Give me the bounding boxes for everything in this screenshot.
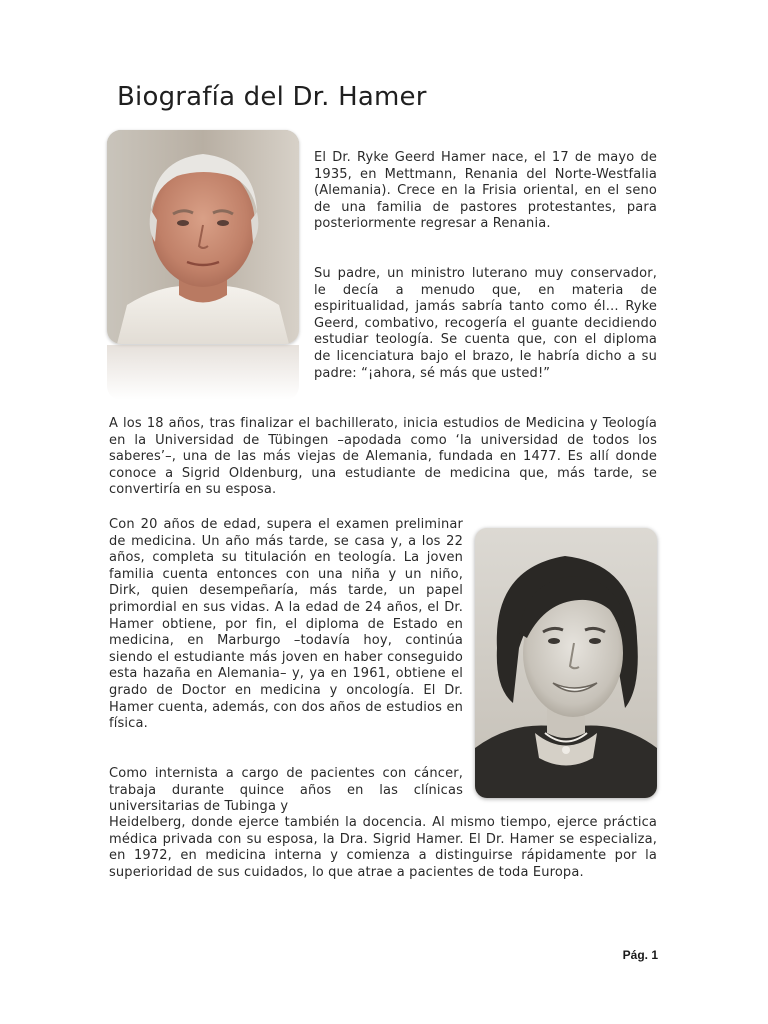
portrait-reflection — [107, 345, 299, 400]
paragraph-father: Su padre, un ministro luterano muy conservador, le decía a menudo que, en materia de espiritualidad, jamás sabría tanto como él… Ryke Geerd, combativo, recogería el guante decidiendo estudiar teología. Se cuenta que, con el diploma de licenciatura bajo el brazo, le habría dicho a su padre: “¡ahora, sé más que usted!” — [314, 266, 657, 381]
portrait-photo-hamer — [107, 130, 299, 344]
paragraph-career: Con 20 años de edad, supera el examen preliminar de medicina. Un año más tarde, se casa y, a los 22 años, completa su titulación en teología. La joven familia cuenta entonces con una niña y un niño, Dirk, quien desempeñaría, más tarde, un papel primordial en sus vidas. A la edad de 24 años, el Dr. Hamer obtiene, por fin, el diploma de Estado en medicina, en Marburgo –todavía hoy, continúa siendo el estudiante más joven en haber conseguido esta hazaña en Alemania– y, ya en 1961, obtiene el grado de Doctor en medicina y oncología. El Dr. Hamer cuenta, además, con dos años de estudios en física. — [109, 517, 463, 732]
paragraph-birth: El Dr. Ryke Geerd Hamer nace, el 17 de mayo de 1935, en Mettmann, Renania del Norte-Westfalia (Alemania). Crece en la Frisia oriental, en el seno de una familia de pastores protestantes, para posteriormente regresar a Renania. — [314, 150, 657, 232]
portrait-photo-sigrid — [475, 528, 657, 798]
portrait-hamer-image — [107, 130, 299, 344]
paragraph-internist-start: Como internista a cargo de pacientes con cáncer, trabaja durante quince años en las clínicas universitarias de Tubinga y — [109, 766, 463, 815]
portrait-sigrid-image — [475, 528, 657, 798]
page-number: Pág. 1 — [622, 948, 658, 962]
page-title: Biografía del Dr. Hamer — [117, 82, 427, 112]
paragraph-internist-end: Heidelberg, donde ejerce también la docencia. Al mismo tiempo, ejerce práctica médica privada con su esposa, la Dra. Sigrid Hamer. El Dr. Hamer se especializa, en 1972, en medicina interna y comienza a distinguirse rápidamente por la superioridad de sus cuidados, lo que atrae a pacientes de toda Europa. — [109, 815, 657, 880]
paragraph-studies: A los 18 años, tras finalizar el bachillerato, inicia estudios de Medicina y Teología en la Universidad de Tübingen –apodada como ‘la universidad de todos los saberes’–, una de las más viejas de Alemania, fundada en 1477. Es allí donde conoce a Sigrid Oldenburg, una estudiante de medicina que, más tarde, se convertiría en su esposa. — [109, 416, 657, 498]
